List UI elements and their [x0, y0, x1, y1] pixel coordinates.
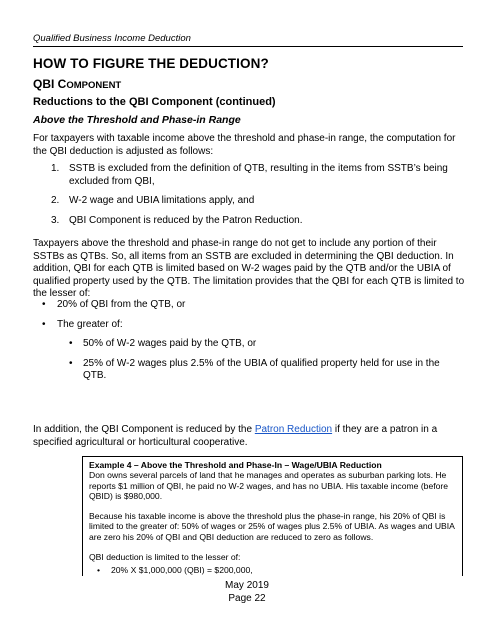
list-number: 2. — [51, 195, 60, 206]
list-text: W-2 wage and UBIA limitations apply, and — [69, 195, 255, 206]
list-text: 25% of W-2 wages plus 2.5% of the UBIA of qualified property held for use in the QTB. — [83, 357, 440, 381]
list-item — [33, 319, 465, 332]
bullet-icon: • — [42, 318, 46, 330]
list-text: QBI Component is reduced by the Patron Reduction. — [69, 214, 303, 226]
footer-page-number: Page 22 — [228, 593, 266, 604]
list-text: 20% X $1,000,000 (QBI) = $200,000, — [111, 565, 253, 576]
list-text: The greater of: — [57, 318, 123, 330]
numbered-list — [33, 163, 465, 234]
example-paragraph: Don owns several parcels of land that he manages and operates as suburban parking lots. He reports $1 million of QBI, he paid no W-2 wages, and has no UBIA. His taxable income (before QBID) is $980,000. — [89, 470, 449, 501]
subtopic-heading: Above the Threshold and Phase-in Range — [33, 114, 241, 126]
subsection-heading — [33, 77, 121, 91]
bullet-icon: • — [69, 357, 73, 369]
list-text: SSTB is excluded from the definition of QTB, resulting in the items from SSTB’s being excluded from QBI, — [69, 163, 448, 187]
sub-list-item — [33, 358, 465, 383]
topic-heading: Reductions to the QBI Component (continued) — [33, 96, 276, 108]
paragraph-text: if they are a patron in a specified agricultural or horticultural cooperative. — [33, 424, 438, 448]
list-number: 3. — [51, 214, 60, 226]
subsection-heading-small: OMPONENT — [66, 80, 122, 91]
patron-paragraph — [33, 424, 465, 449]
bullet-icon: • — [69, 338, 73, 349]
list-item — [33, 195, 465, 208]
list-item — [33, 215, 465, 228]
bullet-icon: • — [97, 565, 101, 576]
example-paragraph: Because his taxable income is above the threshold plus the phase-in range, his 20% of QBI is limited to the greater of: 50% of wages or 25% of wages plus 2.5% of UBIA. As wages and UBIA are zero his 20% of QBI and QBI deduction are reduced to zero as follows. — [89, 511, 455, 542]
example-title: Example 4 – Above the Threshold and Phase-In – Wage/UBIA Reduction — [89, 460, 382, 470]
section-heading: HOW TO FIGURE THE DEDUCTION? — [33, 56, 269, 71]
sub-list-item — [33, 338, 465, 351]
paragraph-text: In addition, the QBI Component is reduced by the — [33, 424, 255, 435]
patron-reduction-link[interactable]: Patron Reduction — [254, 424, 333, 435]
list-text: 50% of W-2 wages paid by the QTB, or — [83, 338, 257, 349]
list-text: 20% of QBI from the QTB, or — [57, 299, 186, 310]
bullet-list — [33, 299, 465, 390]
intro-paragraph: For taxpayers with taxable income above the threshold and phase-in range, the computation for the QBI deduction is adjusted as follows: — [33, 133, 456, 157]
list-item — [33, 299, 465, 312]
limitation-paragraph: Taxpayers above the threshold and phase-in range do not get to include any portion of their SSTBs as QTBs. So, all items from an SSTB are excluded in determining the QBI deduction. In addition, QBI for each QTB is limited based on W-2 wages paid by the QTB and/or the UBIA of qualified property used by the QTB. The limitation provides that the QBI for each QTB is limited to the lesser of: — [33, 238, 465, 299]
example-paragraph: QBI deduction is limited to the lesser of: — [89, 552, 241, 563]
bullet-icon: • — [42, 299, 46, 310]
example-box — [82, 456, 463, 576]
example-list-item — [89, 565, 457, 575]
list-item — [33, 163, 465, 188]
subsection-heading-big: QBI C — [33, 77, 67, 91]
running-header: Qualified Business Income Deduction — [33, 33, 463, 47]
footer-date: May 2019 — [225, 580, 269, 591]
list-number: 1. — [51, 163, 60, 174]
